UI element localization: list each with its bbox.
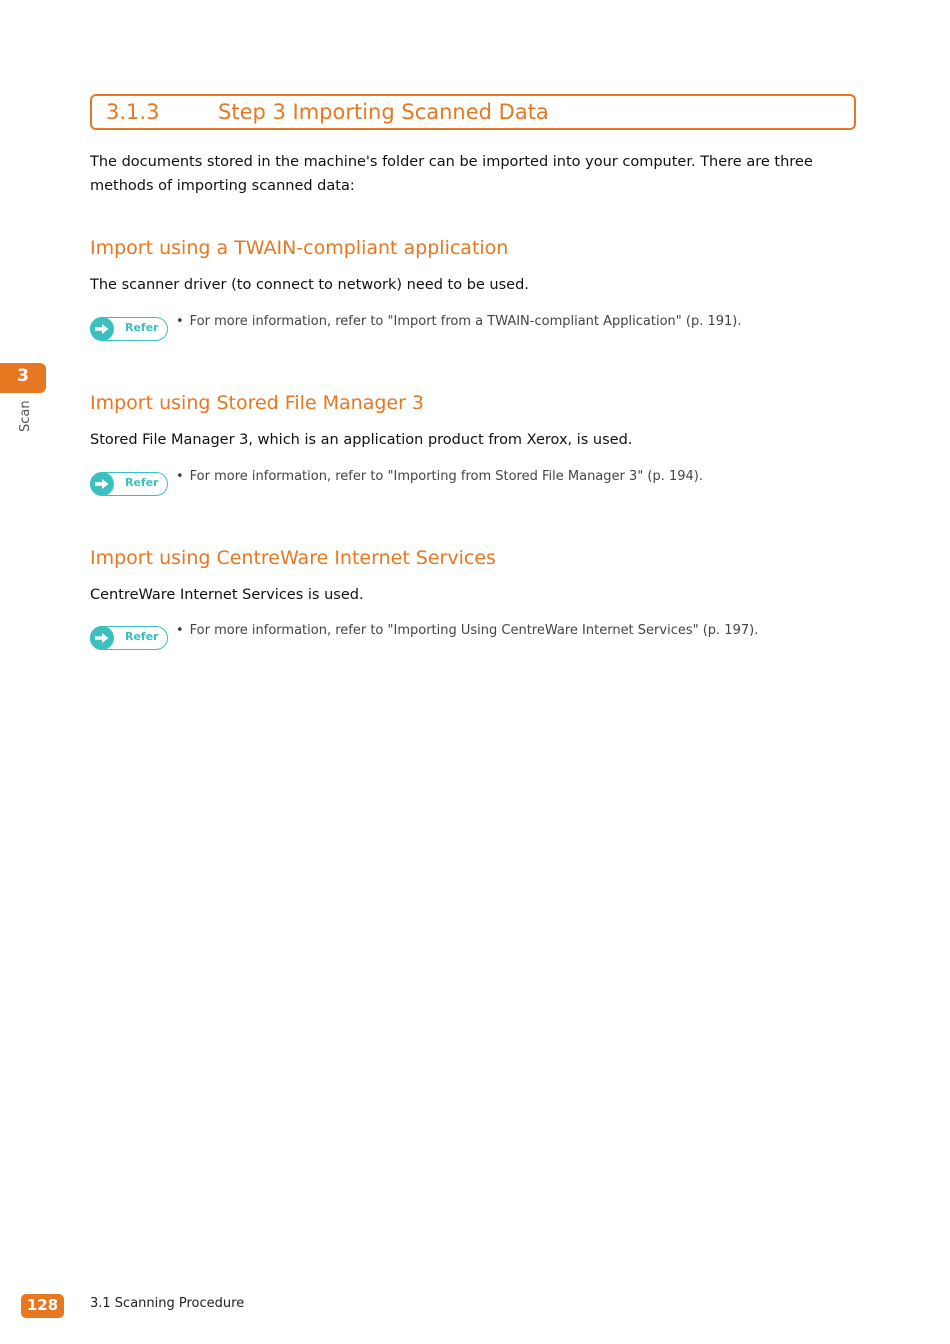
section-title: Step 3 Importing Scanned Data bbox=[218, 100, 549, 124]
method-text-sfm: Stored File Manager 3, which is an application product from Xerox, is used. bbox=[90, 432, 633, 448]
refer-label: Refer bbox=[125, 321, 159, 334]
page-number: 128 bbox=[26, 1296, 59, 1314]
chapter-number: 3 bbox=[17, 366, 29, 386]
chapter-tab[interactable] bbox=[0, 363, 46, 393]
bullet-icon: • bbox=[176, 469, 184, 484]
method-text-centreware: CentreWare Internet Services is used. bbox=[90, 587, 364, 603]
arrow-right-circle-icon bbox=[90, 626, 114, 650]
refer-note-text[interactable]: For more information, refer to "Import from a TWAIN-compliant Application" (p. 191). bbox=[189, 314, 742, 329]
refer-note bbox=[176, 469, 703, 484]
refer-label: Refer bbox=[125, 630, 159, 643]
bullet-icon: • bbox=[176, 314, 184, 329]
method-heading-twain: Import using a TWAIN-compliant application bbox=[90, 237, 509, 259]
refer-badge bbox=[90, 472, 168, 496]
intro-paragraph: The documents stored in the machine's folder can be imported into your computer. There are three methods of importing scanned data: bbox=[90, 154, 813, 194]
chapter-label: Scan bbox=[18, 400, 33, 432]
section-header bbox=[90, 94, 856, 130]
bullet-icon: • bbox=[176, 623, 184, 638]
page-number-badge bbox=[21, 1294, 64, 1318]
refer-badge bbox=[90, 317, 168, 341]
refer-note-text[interactable]: For more information, refer to "Importing Using CentreWare Internet Services" (p. 197). bbox=[189, 623, 759, 638]
section-number: 3.1.3 bbox=[106, 100, 160, 124]
refer-note bbox=[176, 314, 742, 329]
refer-note bbox=[176, 623, 758, 638]
footer-section-label: 3.1 Scanning Procedure bbox=[90, 1296, 245, 1311]
method-heading-sfm: Import using Stored File Manager 3 bbox=[90, 392, 425, 414]
refer-label: Refer bbox=[125, 476, 159, 489]
refer-note-text[interactable]: For more information, refer to "Importing from Stored File Manager 3" (p. 194). bbox=[189, 469, 703, 484]
method-text-twain: The scanner driver (to connect to network) need to be used. bbox=[90, 277, 529, 293]
arrow-right-circle-icon bbox=[90, 317, 114, 341]
refer-badge bbox=[90, 626, 168, 650]
method-heading-centreware: Import using CentreWare Internet Services bbox=[90, 547, 496, 569]
arrow-right-circle-icon bbox=[90, 472, 114, 496]
